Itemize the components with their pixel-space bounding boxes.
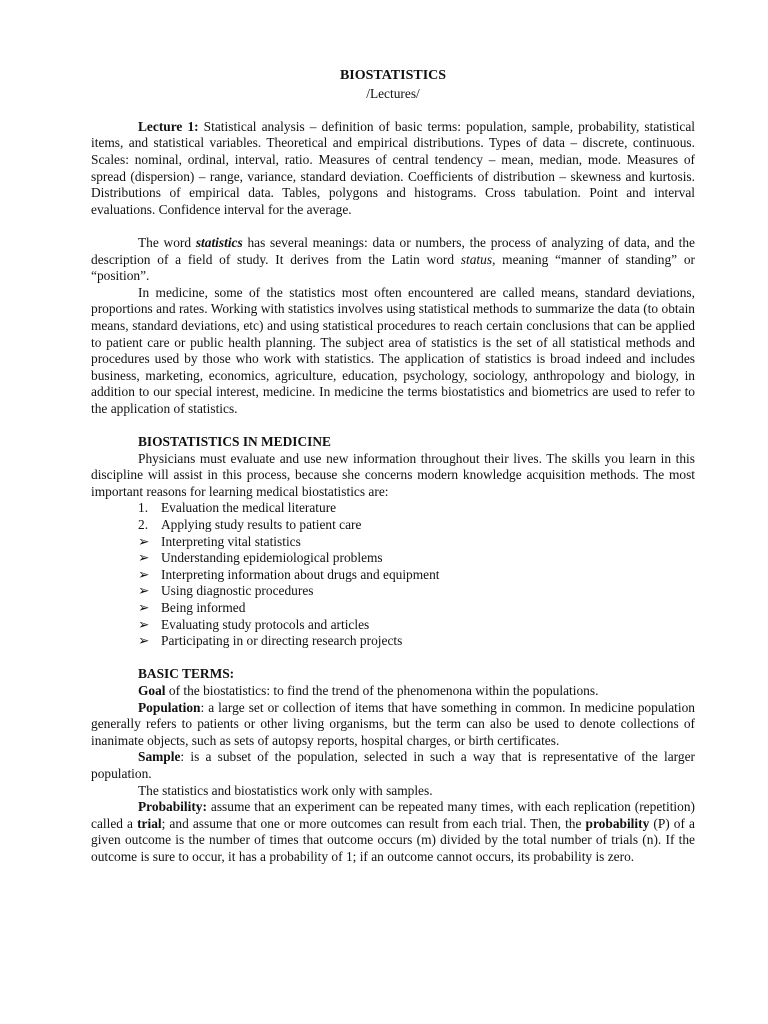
list-item (91, 583, 695, 600)
sample-label: Sample (138, 749, 181, 765)
arrow-bullet-icon: ➢ (138, 533, 150, 549)
list-item (91, 534, 695, 551)
list-item (91, 633, 695, 650)
statistics-term: statistics (195, 234, 243, 250)
definition-text: assume that an experiment can be repeated many times, with each replication (repetition) called a (91, 799, 695, 831)
definition-text: (P) of a given outcome is the number of times that outcome occurs (m) divided by the total number of trials (n). If the outcome is sure to occur, it has a probability of 1; if an outcome cannot occurs, its probability is zero. (91, 815, 695, 864)
definition-text: of the biostatistics: to find the trend of the phenomenona within the populations. (165, 682, 599, 698)
goal-definition (91, 683, 695, 700)
spacer (91, 650, 695, 667)
list-number: 2. (138, 517, 149, 533)
probability-term: probability (585, 815, 650, 831)
list-item-text: Being informed (161, 600, 246, 615)
list-item (91, 517, 695, 534)
arrow-bullet-icon: ➢ (138, 550, 150, 566)
document-subtitle: /Lectures/ (366, 85, 420, 101)
list-item-text: Using diagnostic procedures (161, 583, 314, 599)
list-item-text: Evaluation the medical literature (161, 500, 337, 516)
list-item (91, 617, 695, 634)
intro-text: , meaning “manner of standing” or “position”. (91, 251, 695, 284)
goal-label: Goal (138, 682, 166, 698)
list-item-text: Evaluating study protocols and articles (161, 616, 370, 632)
intro-paragraph-1 (91, 235, 695, 285)
intro-text: The word (138, 234, 196, 250)
lecture-summary (91, 119, 695, 219)
list-item (91, 500, 695, 517)
list-item-text: Applying study results to patient care (161, 517, 362, 533)
intro-paragraph-2: In medicine, some of the statistics most often encountered are called means, standard deviations, proportions and rates. Working with statistics involves using statistical methods to summarize the data (to obtain means, standard deviations, etc) and using statistical procedures to reach certain conclusions that can be applied to patient care or public health planning. The subject area of statistics is the set of all statistical methods and procedures used by those who work with statistics. The application of statistics is broad indeed and includes business, marketing, economics, agriculture, education, psychology, sociology, anthropology and biology, in addition to our special interest, medicine. In medicine the terms biostatistics and biometrics are used to refer to the application of statistics. (91, 284, 695, 416)
list-item (91, 600, 695, 617)
spacer (91, 417, 695, 434)
list-item (91, 550, 695, 567)
sample-definition (91, 749, 695, 782)
samples-note: The statistics and biostatistics work only with samples. (138, 782, 433, 798)
section-heading-medicine: BIOSTATISTICS IN MEDICINE (138, 434, 331, 450)
arrow-bullet-icon: ➢ (138, 633, 150, 649)
probability-label: Probability: (138, 799, 207, 815)
medicine-paragraph: Physicians must evaluate and use new information throughout their lives. The skills you learn in this discipline will assist in this process, because she concerns modern knowledge acquisition methods. The most important reasons for learning medical biostatistics are: (91, 450, 695, 499)
bullet-list (91, 534, 695, 650)
list-item-text: Participating in or directing research projects (161, 633, 403, 649)
definition-text: : is a subset of the population, selected in such a way that is representative of the larger population. (91, 749, 695, 781)
population-definition (91, 700, 695, 750)
numbered-list (91, 500, 695, 533)
intro-text: has several meanings: data or numbers, the process of analyzing of data, and the description of a field of study. It derives from the Latin word (91, 234, 695, 267)
section-heading-basic-terms: BASIC TERMS: (138, 666, 235, 682)
population-label: Population (138, 699, 201, 715)
arrow-bullet-icon: ➢ (138, 566, 150, 582)
document-title: BIOSTATISTICS (339, 68, 447, 83)
probability-definition (91, 799, 695, 865)
list-item-text: Understanding epidemiological problems (161, 550, 383, 566)
list-item (91, 567, 695, 584)
arrow-bullet-icon: ➢ (138, 583, 150, 599)
list-item-text: Interpreting vital statistics (161, 533, 301, 549)
lecture-text: Statistical analysis – definition of basic terms: population, sample, probability, statistical items, and statistical variables. Theoretical and empirical distributions. Types of data – discrete, continuous. Scales: nominal, ordinal, interval, ratio. Measures of central tendency – mean, median, mode. Measures of spread (dispersion) – range, variance, standard deviation. Coefficients of distribution – skewness and kurtosis. Distributions of empirical data. Tables, polygons and histograms. Cross tabulation. Point and interval evaluations. Confidence interval for the average. (91, 118, 696, 217)
spacer (91, 218, 695, 235)
arrow-bullet-icon: ➢ (138, 616, 150, 632)
spacer (91, 102, 695, 119)
definition-text: : a large set or collection of items that have something in common. In medicine population generally refers to patients or other living organisms, but the term can also be used to denote collections of inanimate objects, such as sets of autopsy reports, hospital charges, or birth certificates. (91, 699, 695, 748)
definition-text: ; and assume that one or more outcomes can result from each trial. Then, the (161, 815, 586, 831)
trial-term: trial (137, 815, 162, 831)
lecture-label: Lecture 1: (138, 118, 199, 134)
list-item-text: Interpreting information about drugs and equipment (161, 566, 440, 582)
list-number: 1. (138, 500, 149, 516)
arrow-bullet-icon: ➢ (138, 600, 150, 615)
latin-term: status (460, 251, 493, 267)
